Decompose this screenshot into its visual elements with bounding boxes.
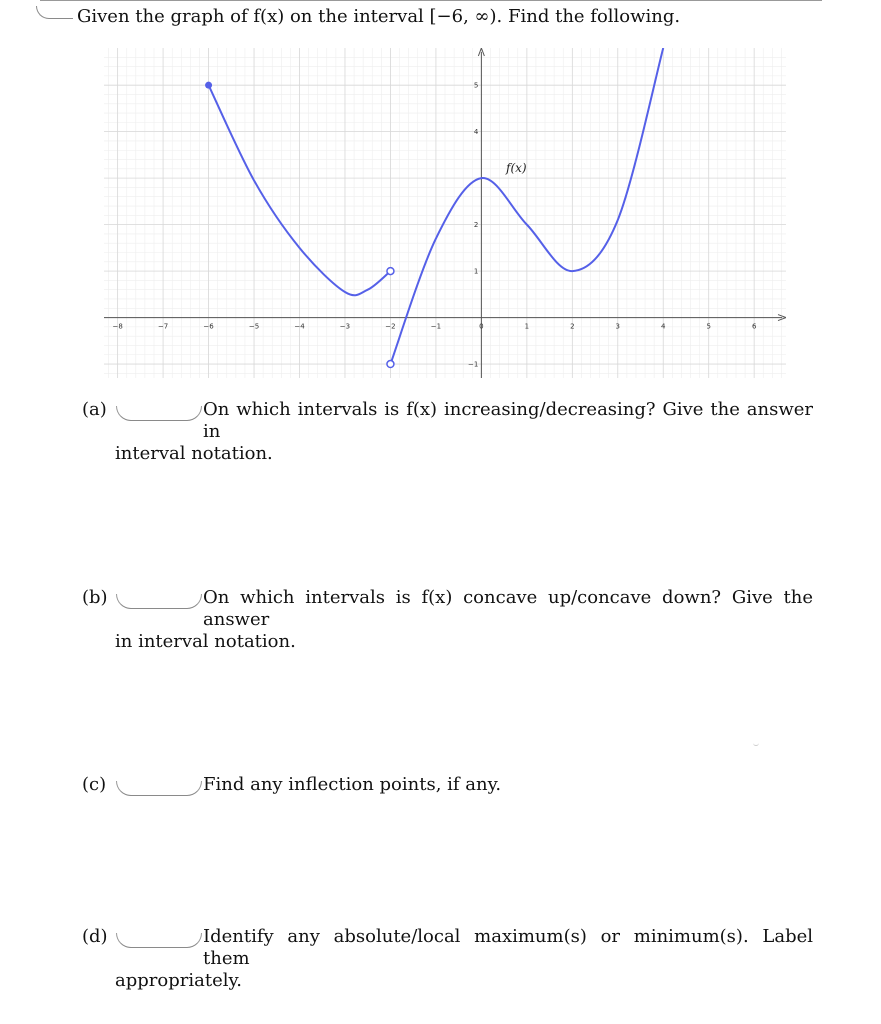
x-tick-label: 1 xyxy=(524,322,530,331)
open-endpoint xyxy=(387,361,394,368)
function-graph xyxy=(104,48,786,378)
x-tick-label: 5 xyxy=(706,322,711,331)
question-c-text xyxy=(203,774,501,796)
closed-endpoint xyxy=(205,82,212,89)
curve-label: f(x) xyxy=(506,161,527,175)
question-d-text xyxy=(115,926,813,992)
question-b-text xyxy=(115,587,813,653)
question-d-line2: appropriately. xyxy=(115,970,242,991)
question-b-line1: On which intervals is f(x) concave up/concave down? Give the answer xyxy=(203,587,813,630)
y-tick-label: 2 xyxy=(473,221,479,230)
question-b-label: (b) xyxy=(82,587,108,608)
x-tick-label: −3 xyxy=(339,322,351,331)
graph-curves xyxy=(205,48,663,368)
x-tick-label: −1 xyxy=(430,322,442,331)
question-a-line1: On which intervals is f(x) increasing/decreasing? Give the answer in xyxy=(203,399,813,442)
answer-blank-a[interactable] xyxy=(116,406,202,421)
corner-bracket xyxy=(36,6,73,19)
x-tick-label: −5 xyxy=(248,322,260,331)
question-c-line1: Find any inflection points, if any. xyxy=(203,774,502,795)
x-tick-label: 0 xyxy=(479,322,484,331)
top-rule xyxy=(40,0,822,1)
x-tick-label: 4 xyxy=(661,322,666,331)
problem-intro: Given the graph of f(x) on the interval [−6, ∞). Find the following. xyxy=(77,6,681,27)
open-endpoint xyxy=(387,268,394,275)
x-tick-label: −6 xyxy=(203,322,214,331)
y-tick-label: −1 xyxy=(468,360,479,369)
question-b-line2: in interval notation. xyxy=(115,631,296,652)
graph-ticks xyxy=(112,82,756,369)
question-a-text xyxy=(115,399,813,465)
y-tick-label: 5 xyxy=(473,81,479,90)
x-tick-label: −2 xyxy=(385,322,396,331)
answer-blank-d[interactable] xyxy=(116,933,202,948)
answer-blank-b[interactable] xyxy=(116,594,202,609)
y-tick-label: 4 xyxy=(473,128,479,137)
question-d-label: (d) xyxy=(82,926,108,947)
x-tick-label: −4 xyxy=(294,322,305,331)
x-tick-label: 6 xyxy=(751,322,757,331)
question-c-label: (c) xyxy=(82,774,107,795)
stray-mark xyxy=(753,742,759,746)
answer-blank-c[interactable] xyxy=(116,781,202,796)
x-tick-label: 3 xyxy=(615,322,621,331)
question-a-label: (a) xyxy=(82,399,107,420)
question-d-line1: Identify any absolute/local maximum(s) or minimum(s). Label them xyxy=(203,926,813,969)
x-tick-label: 2 xyxy=(570,322,575,331)
x-tick-label: −7 xyxy=(157,322,169,331)
x-tick-label: −8 xyxy=(112,322,123,331)
y-tick-label: 1 xyxy=(473,267,479,276)
question-a-line2: interval notation. xyxy=(115,443,273,464)
